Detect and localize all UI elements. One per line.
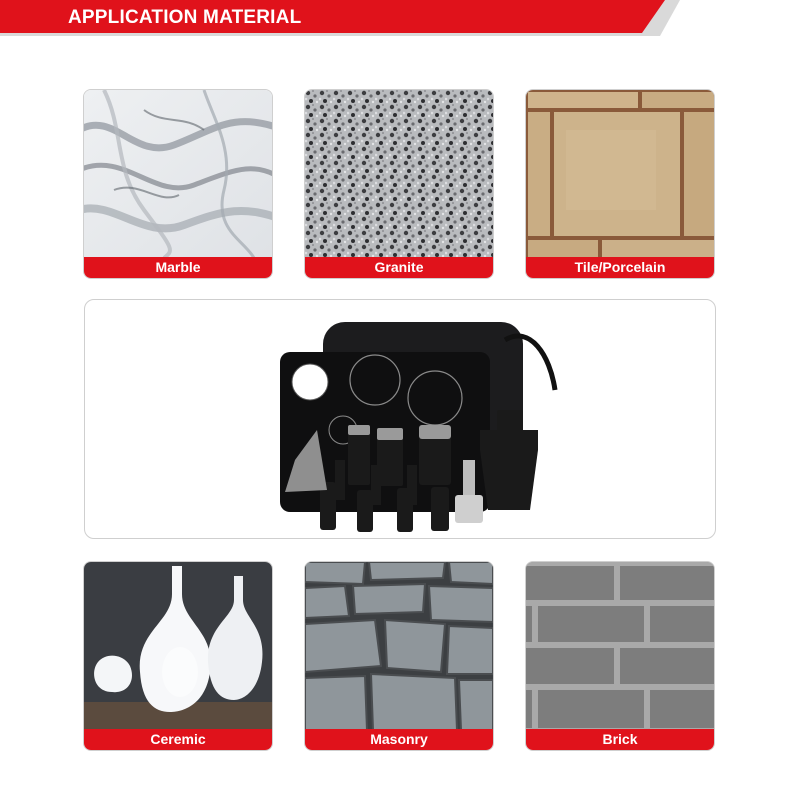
material-card-masonry [304, 561, 494, 751]
material-label-marble: Marble [84, 257, 272, 278]
header-banner [0, 0, 800, 42]
material-card-tile [525, 89, 715, 279]
tile-image [526, 90, 714, 258]
material-label-brick: Brick [526, 729, 714, 750]
brick-image [526, 562, 714, 730]
material-label-masonry: Masonry [305, 729, 493, 750]
product-panel [84, 299, 716, 539]
material-card-ceramic [83, 561, 273, 751]
material-label-tile: Tile/Porcelain [526, 257, 714, 278]
material-card-granite [304, 89, 494, 279]
ceramic-image [84, 562, 272, 730]
material-card-marble [83, 89, 273, 279]
granite-image [305, 90, 493, 258]
marble-image [84, 90, 272, 258]
material-label-ceramic: Ceremic [84, 729, 272, 750]
page-title: APPLICATION MATERIAL [68, 7, 302, 28]
material-label-granite: Granite [305, 257, 493, 278]
masonry-image [305, 562, 493, 730]
material-card-brick [525, 561, 715, 751]
product-image [85, 300, 715, 538]
